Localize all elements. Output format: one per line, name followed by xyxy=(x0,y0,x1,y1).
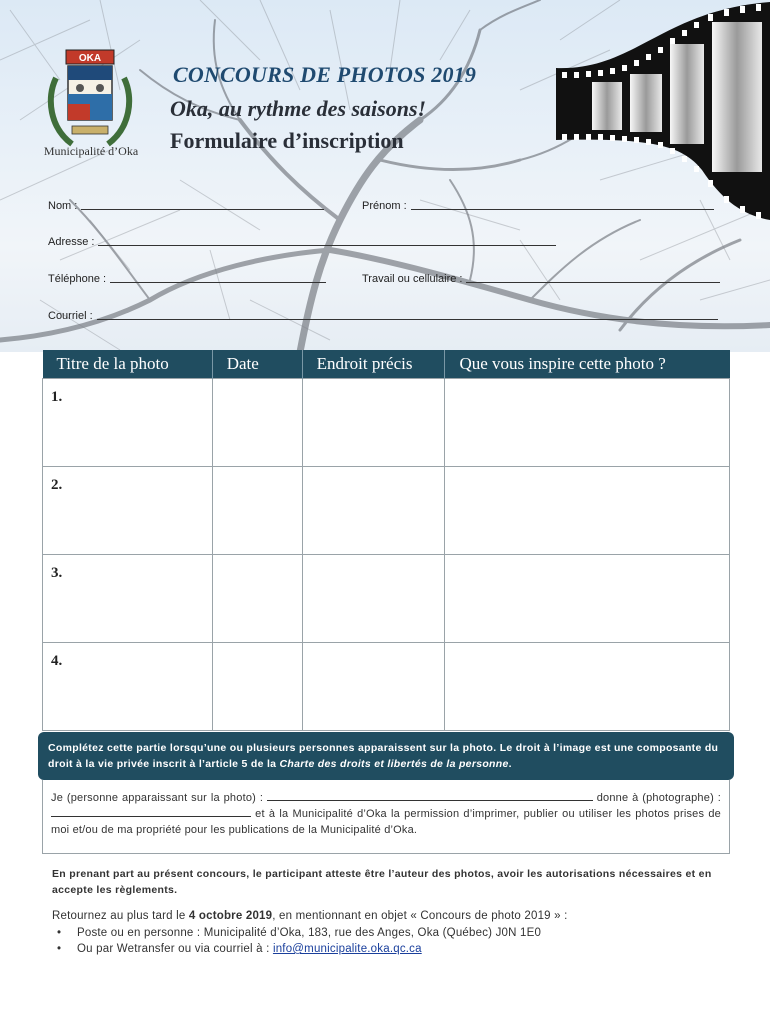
return-date: 4 octobre 2019 xyxy=(188,910,273,922)
form-title: Formulaire d’inscription xyxy=(170,128,404,153)
mail-method: Poste ou en personne : Municipalité d’Oka, 183, rue des Anges, Oka (Québec) J0N 1E0 xyxy=(77,927,542,939)
location-cell[interactable] xyxy=(302,642,445,730)
image-rights-notice xyxy=(38,732,734,780)
notice-charter: Charte des droits et libertés de la personne xyxy=(279,758,509,770)
inspiration-cell[interactable] xyxy=(445,554,730,642)
attestation-text: En prenant part au présent concours, le participant atteste être l’auteur des photos, avoir les autorisations nécessaires et en accepte les règlements. xyxy=(52,868,712,896)
prenom-label: Prénom : xyxy=(362,200,407,212)
list-item xyxy=(52,941,732,957)
page-subtitle: Oka, au rythme des saisons! xyxy=(170,96,427,121)
row-number-cell[interactable]: 1. xyxy=(43,378,213,466)
nom-field[interactable] xyxy=(48,200,324,212)
return-deadline xyxy=(52,910,732,922)
return-prefix: Retournez au plus tard le xyxy=(52,910,189,922)
photographer-name-blank[interactable] xyxy=(51,807,251,817)
inspiration-cell[interactable] xyxy=(445,378,730,466)
consent-part3: et à la Municipalité d’Oka la permission d’imprimer, publier ou utiliser les photos prises de moi et/ou de ma propriété pour les publications de la Municipalité d’Oka. xyxy=(51,808,721,836)
telephone-field[interactable] xyxy=(48,273,326,285)
email-link[interactable]: info@municipalite.oka.qc.ca xyxy=(272,943,422,955)
consent-part1: Je (personne apparaissant sur la photo) : xyxy=(51,792,264,804)
return-methods-list xyxy=(52,925,732,957)
nom-label: Nom : xyxy=(48,200,78,212)
location-cell[interactable] xyxy=(302,378,445,466)
location-cell[interactable] xyxy=(302,554,445,642)
inspiration-cell[interactable] xyxy=(445,466,730,554)
travail-field[interactable] xyxy=(362,273,720,285)
email-method: Ou par Wetransfer ou via courriel à : xyxy=(77,943,273,955)
table-row xyxy=(43,642,730,730)
row-number-cell[interactable]: 4. xyxy=(43,642,213,730)
date-cell[interactable] xyxy=(212,554,302,642)
inspiration-cell[interactable] xyxy=(445,642,730,730)
courriel-label: Courriel : xyxy=(48,310,93,322)
row-number-cell[interactable]: 3. xyxy=(43,554,213,642)
column-header-location: Endroit précis xyxy=(302,350,445,378)
adresse-label: Adresse : xyxy=(48,236,95,248)
table-header-row xyxy=(43,350,730,378)
date-cell[interactable] xyxy=(212,642,302,730)
list-item xyxy=(52,925,732,941)
consent-box xyxy=(42,780,730,854)
row-number-cell[interactable]: 2. xyxy=(43,466,213,554)
telephone-label: Téléphone : xyxy=(48,273,107,285)
notice-text: Complétez cette partie lorsqu’une ou plusieurs personnes apparaissent sur la photo. Le droit à l’image est une composante du droit à la vie privée inscrit à l’article 5 de la xyxy=(48,742,719,770)
column-header-date: Date xyxy=(212,350,302,378)
adresse-field[interactable] xyxy=(48,236,556,248)
logo-banner-text: OKA xyxy=(78,53,102,64)
travail-label: Travail ou cellulaire : xyxy=(362,273,463,285)
prenom-field[interactable] xyxy=(362,200,714,212)
table-row xyxy=(43,378,730,466)
date-cell[interactable] xyxy=(212,466,302,554)
return-suffix: , en mentionnant en objet « Concours de photo 2019 » : xyxy=(272,910,568,922)
notice-end: . xyxy=(508,758,512,770)
page-title: CONCOURS DE PHOTOS 2019 xyxy=(173,62,477,87)
location-cell[interactable] xyxy=(302,466,445,554)
return-instructions xyxy=(52,910,732,957)
table-row xyxy=(43,466,730,554)
courriel-field[interactable] xyxy=(48,310,718,322)
header-background xyxy=(0,0,770,352)
column-header-title: Titre de la photo xyxy=(43,350,213,378)
logo-caption: Municipalité d’Oka xyxy=(43,144,139,158)
column-header-inspiration: Que vous inspire cette photo ? xyxy=(445,350,730,378)
photo-entries-table xyxy=(42,350,730,731)
date-cell[interactable] xyxy=(212,378,302,466)
table-row xyxy=(43,554,730,642)
consent-part2: donne à (photographe) : xyxy=(596,792,721,804)
person-name-blank[interactable] xyxy=(267,791,593,801)
